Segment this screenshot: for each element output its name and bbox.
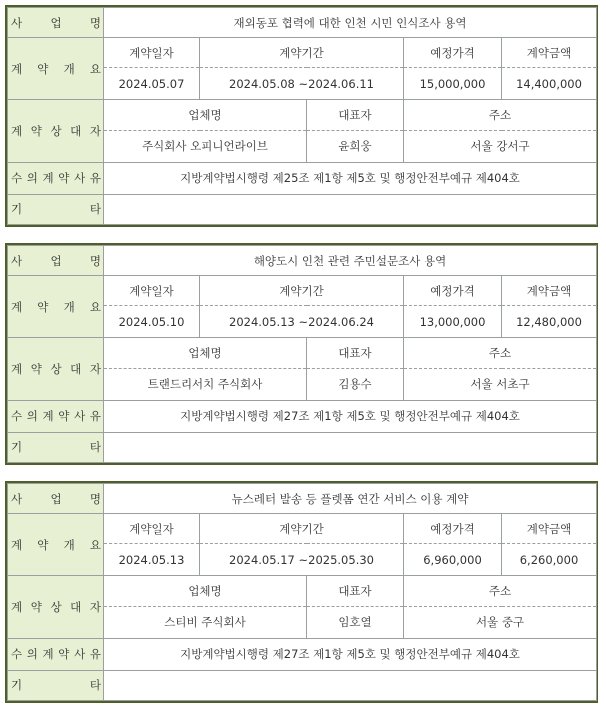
label-char: 계 — [11, 124, 23, 139]
etc-value — [104, 432, 597, 462]
label-char: 사 — [11, 253, 23, 268]
contract-date-value: 2024.05.10 — [104, 306, 200, 338]
label-char: 개 — [63, 537, 75, 552]
overview-label — [8, 514, 104, 576]
contract-period-value: 2024.05.13 ~2024.06.24 — [200, 306, 404, 338]
estimated-price-header: 예정가격 — [404, 514, 502, 544]
label-char: 사 — [74, 409, 86, 424]
address-value: 서울 중구 — [404, 606, 597, 638]
label-char: 요 — [89, 537, 101, 552]
business-name-value: 해양도시 인천 관련 주민설문조사 용역 — [104, 246, 597, 276]
label-char: 수 — [11, 171, 23, 186]
company-header: 업체명 — [104, 100, 307, 130]
business-name-label — [8, 246, 104, 276]
representative-header: 대표자 — [307, 100, 404, 130]
label-char: 상 — [50, 362, 62, 377]
label-char: 계 — [42, 171, 54, 186]
label-char: 상 — [50, 124, 62, 139]
etc-label — [8, 432, 104, 462]
label-char: 명 — [89, 253, 101, 268]
company-header: 업체명 — [104, 576, 307, 606]
etc-value — [104, 194, 597, 224]
address-value: 서울 강서구 — [404, 130, 597, 162]
contract-date-header: 계약일자 — [104, 276, 200, 306]
label-char: 약 — [37, 537, 49, 552]
label-char: 수 — [11, 647, 23, 662]
contract-amount-value: 14,400,000 — [502, 68, 597, 100]
contract-amount-value: 6,260,000 — [502, 544, 597, 576]
etc-label — [8, 194, 104, 224]
reason-label — [8, 638, 104, 670]
reason-label — [8, 400, 104, 432]
label-char: 타 — [89, 202, 101, 217]
reason-value: 지방계약법시행령 제25조 제1항 제5호 및 행정안전부예규 제404호 — [104, 162, 597, 194]
label-char: 수 — [11, 409, 23, 424]
address-header: 주소 — [404, 338, 597, 368]
reason-value: 지방계약법시행령 제27조 제1항 제5호 및 행정안전부예규 제404호 — [104, 400, 597, 432]
label-char: 자 — [89, 124, 101, 139]
label-char: 의 — [26, 647, 38, 662]
company-header: 업체명 — [104, 338, 307, 368]
label-char: 약 — [58, 647, 70, 662]
contract-amount-value: 12,480,000 — [502, 306, 597, 338]
label-char: 의 — [26, 409, 38, 424]
label-char: 대 — [70, 362, 82, 377]
contract-date-value: 2024.05.07 — [104, 68, 200, 100]
label-char: 약 — [30, 600, 42, 615]
label-char: 유 — [89, 647, 101, 662]
contract-table — [7, 7, 597, 225]
label-char: 유 — [89, 409, 101, 424]
label-char: 요 — [89, 299, 101, 314]
overview-label — [8, 276, 104, 338]
overview-label — [8, 38, 104, 100]
label-char: 개 — [63, 61, 75, 76]
estimated-price-header: 예정가격 — [404, 38, 502, 68]
contract-block — [5, 243, 598, 465]
business-name-label — [8, 8, 104, 38]
representative-header: 대표자 — [307, 576, 404, 606]
label-char: 명 — [89, 491, 101, 506]
business-name-value: 뉴스레터 발송 등 플렛폼 연간 서비스 이용 계약 — [104, 484, 597, 514]
contract-period-header: 계약기간 — [200, 514, 404, 544]
label-char: 대 — [70, 600, 82, 615]
estimated-price-value: 6,960,000 — [404, 544, 502, 576]
contract-block — [5, 5, 598, 227]
label-char: 자 — [89, 362, 101, 377]
etc-label — [8, 670, 104, 700]
label-char: 사 — [74, 647, 86, 662]
label-char: 개 — [63, 299, 75, 314]
business-name-label — [8, 484, 104, 514]
address-header: 주소 — [404, 100, 597, 130]
label-char: 계 — [42, 647, 54, 662]
label-char: 계 — [11, 299, 23, 314]
label-char: 의 — [26, 171, 38, 186]
contract-period-value: 2024.05.08 ~2024.06.11 — [200, 68, 404, 100]
contract-period-value: 2024.05.17 ~2025.05.30 — [200, 544, 404, 576]
contract-block — [5, 481, 598, 703]
company-value: 스티비 주식회사 — [104, 606, 307, 638]
label-char: 자 — [89, 600, 101, 615]
company-value: 트랜드리서치 주식회사 — [104, 368, 307, 400]
representative-value: 김용수 — [307, 368, 404, 400]
label-char: 약 — [58, 409, 70, 424]
representative-value: 윤희웅 — [307, 130, 404, 162]
etc-value — [104, 670, 597, 700]
contract-amount-header: 계약금액 — [502, 514, 597, 544]
representative-value: 임호열 — [307, 606, 404, 638]
label-char: 기 — [11, 440, 23, 455]
label-char: 약 — [37, 299, 49, 314]
label-char: 계 — [11, 600, 23, 615]
business-name-value: 재외동포 협력에 대한 인천 시민 인식조사 용역 — [104, 8, 597, 38]
address-value: 서울 서초구 — [404, 368, 597, 400]
contract-date-header: 계약일자 — [104, 514, 200, 544]
contract-amount-header: 계약금액 — [502, 38, 597, 68]
address-header: 주소 — [404, 576, 597, 606]
label-char: 약 — [30, 124, 42, 139]
label-char: 계 — [11, 537, 23, 552]
contract-table — [7, 245, 597, 463]
contract-date-value: 2024.05.13 — [104, 544, 200, 576]
reason-value: 지방계약법시행령 제27조 제1항 제5호 및 행정안전부예규 제404호 — [104, 638, 597, 670]
estimated-price-header: 예정가격 — [404, 276, 502, 306]
label-char: 기 — [11, 202, 23, 217]
company-value: 주식회사 오피니언라이브 — [104, 130, 307, 162]
reason-label — [8, 162, 104, 194]
label-char: 사 — [11, 491, 23, 506]
label-char: 계 — [11, 362, 23, 377]
label-char: 업 — [50, 491, 62, 506]
contract-period-header: 계약기간 — [200, 38, 404, 68]
label-char: 약 — [37, 61, 49, 76]
contractor-label — [8, 100, 104, 162]
label-char: 타 — [89, 440, 101, 455]
contract-amount-header: 계약금액 — [502, 276, 597, 306]
representative-header: 대표자 — [307, 338, 404, 368]
label-char: 명 — [89, 15, 101, 30]
label-char: 약 — [30, 362, 42, 377]
label-char: 대 — [70, 124, 82, 139]
label-char: 업 — [50, 15, 62, 30]
label-char: 계 — [42, 409, 54, 424]
label-char: 기 — [11, 678, 23, 693]
estimated-price-value: 15,000,000 — [404, 68, 502, 100]
label-char: 사 — [74, 171, 86, 186]
estimated-price-value: 13,000,000 — [404, 306, 502, 338]
label-char: 사 — [11, 15, 23, 30]
label-char: 타 — [89, 678, 101, 693]
label-char: 요 — [89, 61, 101, 76]
label-char: 업 — [50, 253, 62, 268]
label-char: 약 — [58, 171, 70, 186]
label-char: 계 — [11, 61, 23, 76]
contractor-label — [8, 576, 104, 638]
contract-table — [7, 483, 597, 701]
label-char: 유 — [89, 171, 101, 186]
contract-period-header: 계약기간 — [200, 276, 404, 306]
label-char: 상 — [50, 600, 62, 615]
contractor-label — [8, 338, 104, 400]
contract-date-header: 계약일자 — [104, 38, 200, 68]
